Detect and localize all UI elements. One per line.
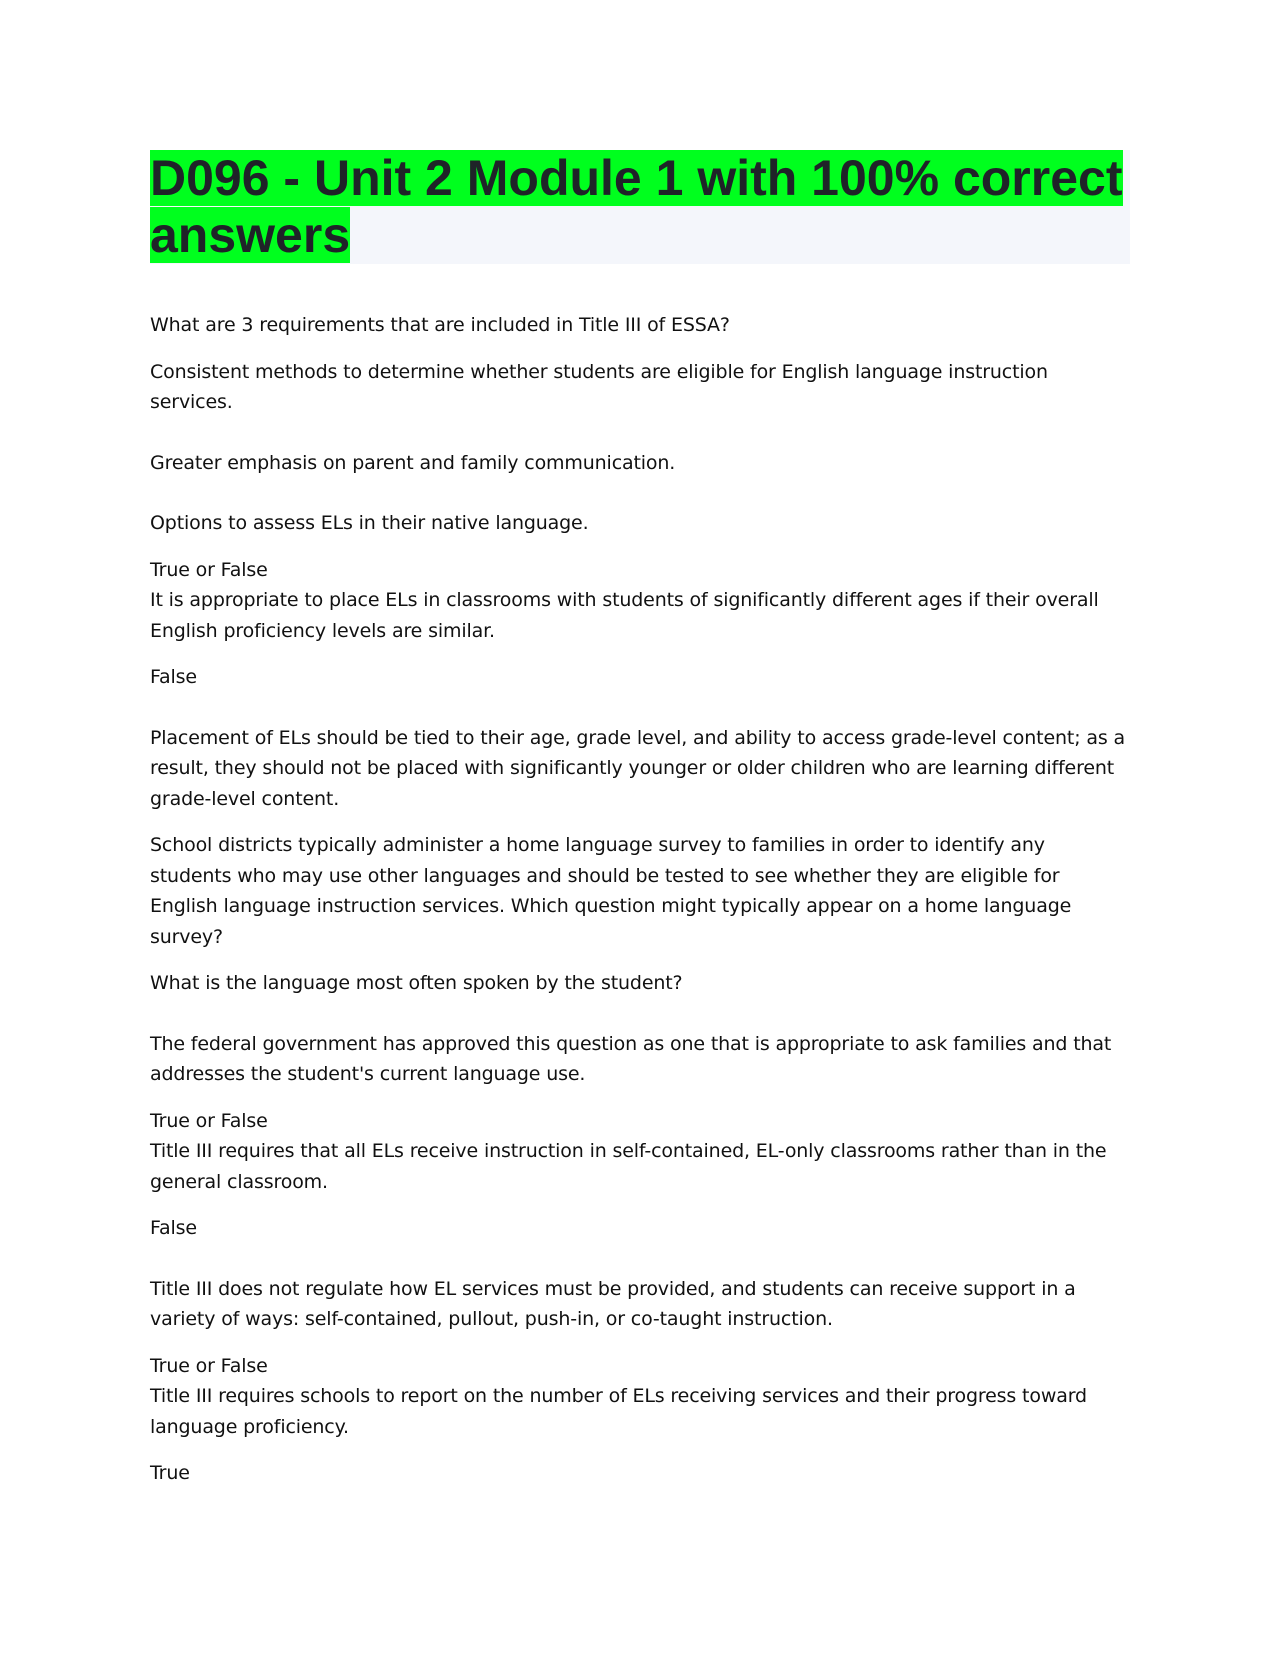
answer-3: What is the language most often spoken by the student?	[150, 972, 683, 994]
question-5: Title III requires schools to report on the number of ELs receiving services and their progress toward language proficiency.	[150, 1385, 1087, 1438]
question-4: Title III requires that all ELs receive instruction in self-contained, EL-only classrooms rather than in the general classroom.	[150, 1140, 1107, 1193]
question-3: School districts typically administer a home language survey to families in order to identify any students who may use other languages and should be tested to see whether they are eligible for English language instruction services. Which question might typically appear on a home language survey?	[150, 834, 1072, 948]
question-1: What are 3 requirements that are included in Title III of ESSA?	[150, 314, 730, 336]
explanation-4: Title III does not regulate how EL services must be provided, and students can receive support in a variety of ways: self-contained, pullout, push-in, or co-taught instruction.	[150, 1277, 1076, 1330]
answer-4: False	[150, 1217, 197, 1239]
answer-1-item-2: Greater emphasis on parent and family communication.	[150, 451, 676, 474]
answer-1-item-3: Options to assess ELs in their native language.	[150, 512, 589, 534]
explanation-3: The federal government has approved this question as one that is appropriate to ask families and that addresses the student's current language use.	[150, 1032, 1112, 1085]
document-title	[150, 150, 1130, 264]
question-5-label: True or False	[150, 1354, 268, 1377]
document-page	[150, 150, 1130, 1505]
question-4-label: True or False	[150, 1109, 268, 1132]
title-block	[150, 150, 1130, 264]
question-2-label: True or False	[150, 558, 268, 581]
explanation-2: Placement of ELs should be tied to their age, grade level, and ability to access grade-level content; as a result, they should not be placed with significantly younger or older children who are learning different grade-level content.	[150, 726, 1125, 810]
answer-1-item-1: Consistent methods to determine whether students are eligible for English language instruction services.	[150, 360, 1048, 413]
title-highlight: D096 - Unit 2 Module 1 with 100% correct answers	[150, 150, 1123, 263]
question-2: It is appropriate to place ELs in classrooms with students of significantly different ages if their overall English proficiency levels are similar.	[150, 589, 1099, 642]
answer-5: True	[150, 1462, 190, 1484]
answer-2: False	[150, 666, 197, 688]
